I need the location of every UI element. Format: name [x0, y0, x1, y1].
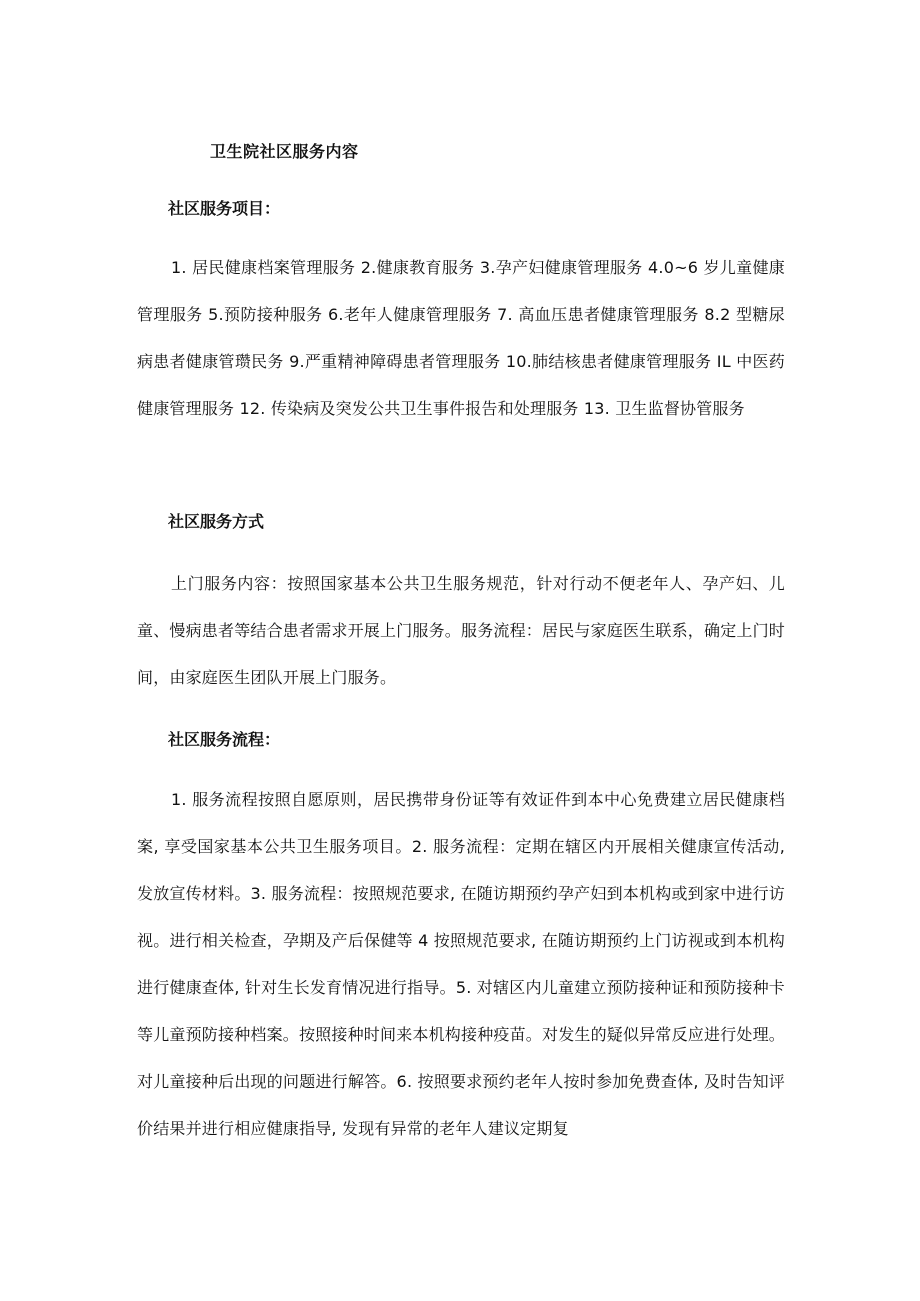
section-paragraph-service-methods: 上门服务内容：按照国家基本公共卫生服务规范，针对行动不便老年人、孕产妇、儿童、慢病患者等结合患者需求开展上门服务。服务流程：居民与家庭医生联系，确定上门时间，由家庭医生团队开展上门服务。	[137, 574, 786, 687]
section-paragraph-service-process: 1. 服务流程按照自愿原则，居民携带身份证等有效证件到本中心免费建立居民健康档案, 享受国家基本公共卫生服务项目。2. 服务流程：定期在辖区内开展相关健康宣传活动, 发放宣传材料。3. 服务流程：按照规范要求, 在随访期预约孕产妇到本机构或到家中进行访视。进行相关检查，孕期及产后保健等 4 按照规范要求, 在随访期预约上门访视或到本机构进行健康查体, 针对生长发育情况进行指导。5. 对辖区内儿童建立预防接种证和预防接种卡等儿童预防接种档案。按照接种时间来本机构接种疫苗。对发生的疑似异常反应进行处理。对儿童接种后出现的问题进行解答。6. 按照要求预约老年人按时参加免费查体, 及时告知评价结果并进行相应健康指导, 发现有异常的老年人建议定期复	[137, 790, 786, 1138]
section-heading-service-methods: 社区服务方式	[168, 512, 265, 531]
section-heading-service-items: 社区服务项目：	[168, 199, 281, 218]
section-paragraph-service-items: 1. 居民健康档案管理服务 2.健康教育服务 3.孕产妇健康管理服务 4.0~6 岁儿童健康管理服务 5.预防接种服务 6.老年人健康管理服务 7. 高血压患者健康管理服务 8.2 型糖尿病患者健康管瓒民务 9.严重精神障碍患者管理服务 10.肺结核患者健康管理服务 IL 中医药健康管理服务 12. 传染病及突发公共卫生事件报告和处理服务 13. 卫生监督协管服务	[137, 258, 785, 418]
document-title: 卫生院社区服务内容	[210, 142, 359, 161]
section-heading-service-process: 社区服务流程：	[168, 730, 281, 749]
